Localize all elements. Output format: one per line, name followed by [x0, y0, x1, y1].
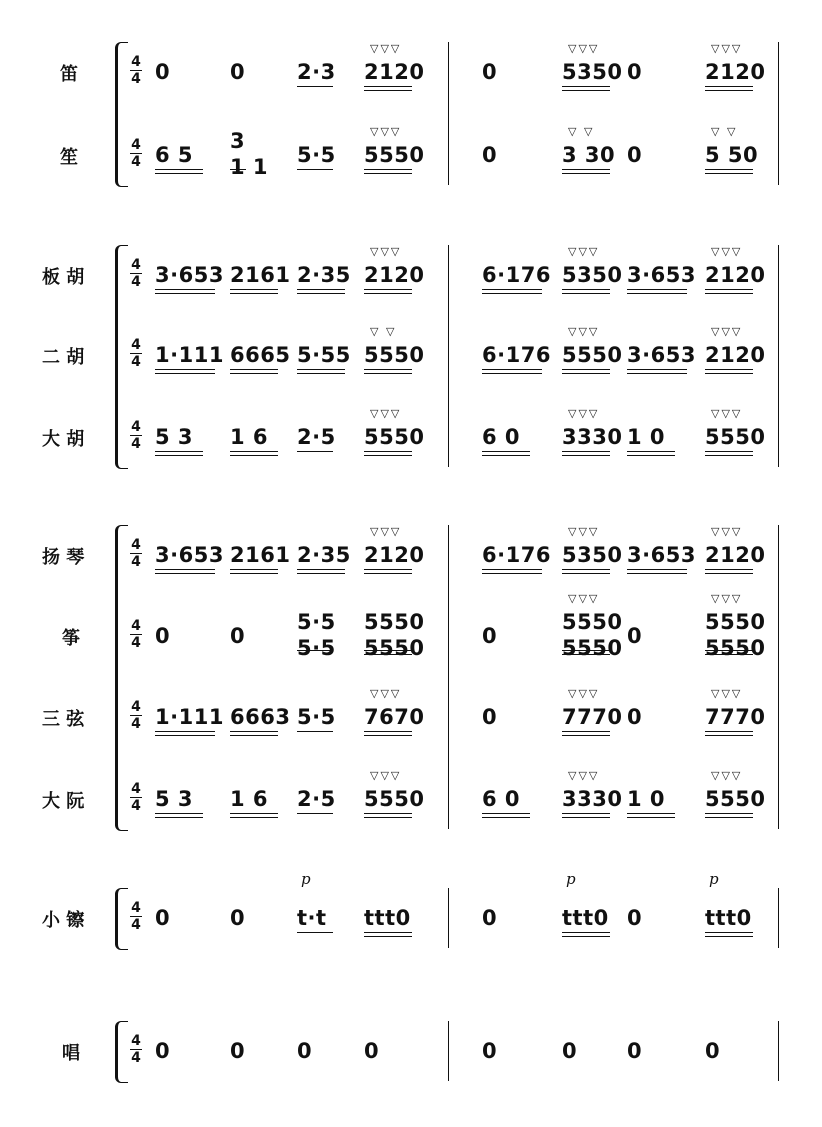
note-group: 5·5: [297, 143, 336, 167]
note-group: 1 0: [627, 787, 666, 811]
note-group: 0: [627, 705, 643, 729]
beam-line: [297, 932, 333, 933]
instrument-name: 板 胡: [42, 267, 85, 288]
beam-line: [705, 813, 753, 818]
time-signature: [130, 420, 142, 451]
beam-line: [297, 569, 345, 574]
beam-line: [482, 813, 530, 818]
time-sig-denominator: 4: [131, 274, 141, 290]
beam-line: [364, 813, 412, 818]
time-sig-denominator: 4: [131, 1050, 141, 1066]
beam-line: [627, 289, 687, 294]
note-group: 5·5: [297, 705, 336, 729]
beam-line: [155, 369, 215, 374]
note-group: 2161: [230, 543, 291, 567]
note-group: 1·111: [155, 705, 224, 729]
note-group: 5550: [364, 636, 425, 660]
accent-marks: ▽▽▽: [711, 245, 743, 258]
beam-line: [364, 569, 412, 574]
beam-line: [562, 569, 610, 574]
accent-marks: ▽▽▽: [568, 42, 600, 55]
time-signature: [130, 55, 142, 86]
beam-line: [627, 369, 687, 374]
bar-line: [778, 245, 779, 467]
note-group: 6 5: [155, 143, 194, 167]
note-group: 1 6: [230, 425, 269, 449]
beam-line: [562, 813, 610, 818]
beam-line: [705, 289, 753, 294]
note-group: 5550: [364, 610, 425, 634]
accent-marks: ▽▽▽: [711, 687, 743, 700]
instrument-name: 唱: [62, 1043, 80, 1064]
note-group: 0: [482, 1039, 498, 1063]
instrument-name: 二 胡: [42, 347, 85, 368]
beam-line: [562, 731, 610, 736]
time-signature: [130, 700, 142, 731]
note-group: 0: [297, 1039, 313, 1063]
dynamic-mark: p: [566, 870, 576, 888]
time-sig-denominator: 4: [131, 71, 141, 87]
note-group: 2120: [364, 543, 425, 567]
time-sig-denominator: 4: [131, 798, 141, 814]
note-group: 7670: [364, 705, 425, 729]
note-group: 1·111: [155, 343, 224, 367]
beam-line: [482, 369, 542, 374]
beam-line: [482, 569, 542, 574]
beam-line: [297, 451, 333, 452]
bar-line: [448, 888, 449, 948]
note-group: 0: [155, 624, 171, 648]
note-group: 5·55: [297, 343, 351, 367]
note-group: 6·176: [482, 343, 551, 367]
time-sig-numerator: 4: [131, 337, 141, 353]
beam-line: [562, 369, 610, 374]
note-group: 0: [482, 143, 498, 167]
beam-line: [155, 169, 203, 174]
beam-line: [230, 169, 246, 170]
beam-line: [364, 650, 412, 655]
note-group: 5550: [705, 787, 766, 811]
accent-marks: ▽▽▽: [711, 407, 743, 420]
note-group: 5·5: [297, 610, 336, 634]
note-group: 3330: [562, 425, 623, 449]
time-sig-denominator: 4: [131, 554, 141, 570]
note-group: 5550: [562, 610, 623, 634]
time-signature: [130, 1034, 142, 1065]
note-group: 5550: [364, 343, 425, 367]
instrument-name: 小 镲: [42, 910, 85, 931]
beam-line: [627, 451, 675, 456]
note-group: 5 3: [155, 425, 194, 449]
bar-line: [778, 888, 779, 948]
beam-line: [562, 451, 610, 456]
beam-line: [364, 369, 412, 374]
note-group: 2·35: [297, 263, 351, 287]
note-group: 6·176: [482, 263, 551, 287]
time-sig-numerator: 4: [131, 257, 141, 273]
note-group: 1 1: [230, 155, 269, 179]
bar-line: [778, 1021, 779, 1081]
accent-marks: ▽ ▽: [568, 125, 595, 138]
note-group: 5350: [562, 543, 623, 567]
note-group: 6665: [230, 343, 291, 367]
beam-line: [562, 169, 610, 174]
note-group: 0: [230, 60, 246, 84]
note-group: 0: [627, 624, 643, 648]
time-signature: [130, 338, 142, 369]
system-brace: [115, 888, 128, 950]
beam-line: [297, 86, 333, 87]
beam-line: [297, 369, 345, 374]
note-group: 6 0: [482, 787, 521, 811]
beam-line: [297, 813, 333, 814]
note-group: 2120: [705, 343, 766, 367]
accent-marks: ▽▽▽: [370, 42, 402, 55]
dynamic-mark: p: [709, 870, 719, 888]
time-sig-numerator: 4: [131, 699, 141, 715]
time-sig-numerator: 4: [131, 137, 141, 153]
dynamic-mark: p: [301, 870, 311, 888]
beam-line: [705, 731, 753, 736]
accent-marks: ▽▽▽: [711, 325, 743, 338]
accent-marks: ▽▽▽: [568, 525, 600, 538]
time-sig-numerator: 4: [131, 537, 141, 553]
accent-marks: ▽▽▽: [370, 687, 402, 700]
system-brace: [115, 245, 128, 469]
note-group: 1 0: [627, 425, 666, 449]
time-signature: [130, 138, 142, 169]
instrument-name: 大 胡: [42, 429, 85, 450]
accent-marks: ▽▽▽: [568, 769, 600, 782]
beam-line: [705, 86, 753, 91]
beam-line: [482, 289, 542, 294]
note-group: 3: [230, 129, 246, 153]
accent-marks: ▽▽▽: [568, 245, 600, 258]
note-group: 5·5: [297, 636, 336, 660]
note-group: 2120: [705, 60, 766, 84]
accent-marks: ▽ ▽: [711, 125, 738, 138]
time-sig-denominator: 4: [131, 716, 141, 732]
note-group: 5550: [705, 636, 766, 660]
note-group: 0: [482, 60, 498, 84]
beam-line: [562, 86, 610, 91]
accent-marks: ▽ ▽: [370, 325, 397, 338]
time-signature: [130, 619, 142, 650]
beam-line: [705, 650, 753, 655]
beam-line: [627, 813, 675, 818]
time-sig-numerator: 4: [131, 781, 141, 797]
beam-line: [155, 731, 215, 736]
note-group: 0: [364, 1039, 380, 1063]
note-group: 2·5: [297, 425, 336, 449]
note-group: 7770: [705, 705, 766, 729]
note-group: 0: [705, 1039, 721, 1063]
note-group: 0: [562, 1039, 578, 1063]
note-group: 0: [482, 705, 498, 729]
instrument-name: 大 阮: [42, 791, 85, 812]
note-group: 0: [155, 1039, 171, 1063]
note-group: 6·176: [482, 543, 551, 567]
time-sig-numerator: 4: [131, 54, 141, 70]
time-signature: [130, 901, 142, 932]
note-group: t·t: [297, 906, 327, 930]
beam-line: [155, 569, 215, 574]
beam-line: [562, 932, 610, 937]
beam-line: [155, 813, 203, 818]
note-group: 5 3: [155, 787, 194, 811]
time-sig-denominator: 4: [131, 154, 141, 170]
bar-line: [448, 525, 449, 829]
time-sig-denominator: 4: [131, 354, 141, 370]
note-group: 5550: [705, 425, 766, 449]
note-group: 7770: [562, 705, 623, 729]
note-group: 2120: [364, 263, 425, 287]
beam-line: [627, 569, 687, 574]
accent-marks: ▽▽▽: [711, 525, 743, 538]
beam-line: [705, 169, 753, 174]
beam-line: [562, 650, 610, 655]
bar-line: [448, 1021, 449, 1081]
note-group: 2161: [230, 263, 291, 287]
accent-marks: ▽▽▽: [711, 769, 743, 782]
note-group: 2·3: [297, 60, 336, 84]
note-group: 0: [155, 906, 171, 930]
note-group: 5550: [364, 143, 425, 167]
time-sig-numerator: 4: [131, 900, 141, 916]
note-group: 3·653: [627, 263, 696, 287]
note-group: 0: [627, 143, 643, 167]
beam-line: [155, 289, 215, 294]
note-group: 3·653: [155, 543, 224, 567]
note-group: 5550: [562, 636, 623, 660]
accent-marks: ▽▽▽: [568, 325, 600, 338]
instrument-name: 筝: [62, 628, 80, 649]
accent-marks: ▽▽▽: [711, 592, 743, 605]
note-group: 3 30: [562, 143, 616, 167]
note-group: 6663: [230, 705, 291, 729]
beam-line: [705, 451, 753, 456]
note-group: 3·653: [627, 543, 696, 567]
time-sig-denominator: 4: [131, 436, 141, 452]
beam-line: [364, 731, 412, 736]
time-signature: [130, 538, 142, 569]
beam-line: [230, 813, 278, 818]
note-group: ttt0: [705, 906, 752, 930]
beam-line: [297, 731, 333, 732]
note-group: ttt0: [562, 906, 609, 930]
note-group: 2·5: [297, 787, 336, 811]
beam-line: [562, 289, 610, 294]
instrument-name: 扬 琴: [42, 547, 85, 568]
note-group: 5550: [562, 343, 623, 367]
note-group: 2120: [705, 263, 766, 287]
accent-marks: ▽▽▽: [370, 769, 402, 782]
note-group: 5350: [562, 60, 623, 84]
time-sig-numerator: 4: [131, 618, 141, 634]
accent-marks: ▽▽▽: [370, 125, 402, 138]
beam-line: [297, 650, 333, 651]
note-group: 0: [627, 60, 643, 84]
bar-line: [778, 42, 779, 185]
note-group: 5550: [705, 610, 766, 634]
beam-line: [705, 932, 753, 937]
beam-line: [230, 569, 278, 574]
note-group: 6 0: [482, 425, 521, 449]
beam-line: [364, 451, 412, 456]
beam-line: [364, 932, 412, 937]
beam-line: [155, 451, 203, 456]
note-group: 0: [230, 906, 246, 930]
accent-marks: ▽▽▽: [568, 407, 600, 420]
note-group: 2120: [364, 60, 425, 84]
beam-line: [364, 289, 412, 294]
accent-marks: ▽▽▽: [370, 525, 402, 538]
beam-line: [364, 86, 412, 91]
system-brace: [115, 42, 128, 187]
instrument-name: 笙: [60, 147, 78, 168]
accent-marks: ▽▽▽: [568, 687, 600, 700]
beam-line: [705, 369, 753, 374]
note-group: 3330: [562, 787, 623, 811]
note-group: 0: [627, 906, 643, 930]
time-sig-numerator: 4: [131, 1033, 141, 1049]
system-brace: [115, 525, 128, 831]
note-group: 3·653: [627, 343, 696, 367]
bar-line: [448, 245, 449, 467]
note-group: 0: [230, 624, 246, 648]
note-group: 0: [230, 1039, 246, 1063]
time-sig-numerator: 4: [131, 419, 141, 435]
beam-line: [297, 289, 345, 294]
note-group: 2·35: [297, 543, 351, 567]
accent-marks: ▽▽▽: [568, 592, 600, 605]
bar-line: [448, 42, 449, 185]
bar-line: [778, 525, 779, 829]
beam-line: [482, 451, 530, 456]
note-group: 5550: [364, 425, 425, 449]
note-group: 5550: [364, 787, 425, 811]
note-group: 0: [155, 60, 171, 84]
note-group: 0: [482, 624, 498, 648]
note-group: ttt0: [364, 906, 411, 930]
beam-line: [230, 731, 278, 736]
accent-marks: ▽▽▽: [711, 42, 743, 55]
beam-line: [230, 369, 278, 374]
instrument-name: 三 弦: [42, 709, 85, 730]
note-group: 5 50: [705, 143, 759, 167]
note-group: 1 6: [230, 787, 269, 811]
beam-line: [230, 289, 278, 294]
beam-line: [230, 451, 278, 456]
beam-line: [705, 569, 753, 574]
instrument-name: 笛: [60, 64, 78, 85]
time-sig-denominator: 4: [131, 635, 141, 651]
time-sig-denominator: 4: [131, 917, 141, 933]
time-signature: [130, 258, 142, 289]
accent-marks: ▽▽▽: [370, 245, 402, 258]
system-brace: [115, 1021, 128, 1083]
beam-line: [297, 169, 333, 170]
accent-marks: ▽▽▽: [370, 407, 402, 420]
note-group: 0: [482, 906, 498, 930]
time-signature: [130, 782, 142, 813]
note-group: 0: [627, 1039, 643, 1063]
beam-line: [364, 169, 412, 174]
note-group: 3·653: [155, 263, 224, 287]
note-group: 2120: [705, 543, 766, 567]
note-group: 5350: [562, 263, 623, 287]
